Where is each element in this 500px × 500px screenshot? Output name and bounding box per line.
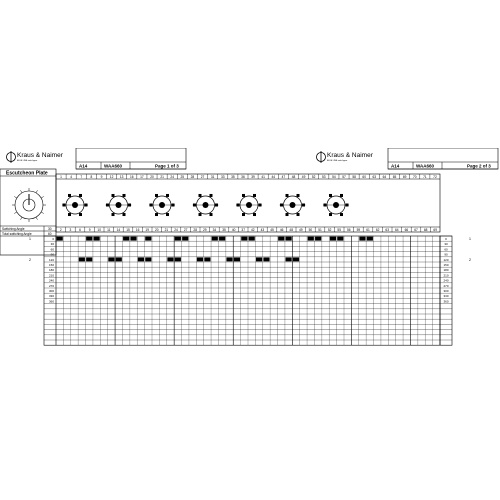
contact-closed-mark <box>234 257 240 261</box>
terminal-number-top: 71 <box>423 175 427 179</box>
contact-closed-mark <box>212 237 218 241</box>
contact-closed-mark <box>359 237 365 241</box>
right-order: WAA660 <box>416 163 435 169</box>
terminal-number-top: 63 <box>372 175 377 179</box>
contact-closed-mark <box>367 237 373 241</box>
terminal-number-top: 44 <box>271 175 276 179</box>
terminal-number-top: 31 <box>210 175 215 179</box>
angle-label-right: 180 <box>443 268 449 273</box>
terminal-number-bottom: 20 <box>155 228 159 232</box>
terminal-number-bottom: 48 <box>289 228 293 232</box>
contact-closed-mark <box>108 257 114 261</box>
terminal-number-bottom: 34 <box>212 228 217 232</box>
contact-closed-mark <box>315 237 321 241</box>
right-code: A14 <box>391 163 400 169</box>
terminal-number-top: 58 <box>352 175 356 179</box>
terminal-number-top: 70 <box>412 175 417 179</box>
terminal-number-bottom: 19 <box>145 228 149 232</box>
total-angle-value: 60 <box>48 232 52 236</box>
terminal-number-bottom: 46 <box>279 228 284 232</box>
angle-label-right: 360 <box>443 299 449 304</box>
contact-closed-mark <box>219 237 225 241</box>
angle-label-right: 150 <box>443 263 449 267</box>
dial-tick <box>36 217 38 220</box>
terminal-number-bottom: 40 <box>231 228 236 232</box>
left-logo <box>7 151 16 163</box>
contact-symbols <box>62 194 349 216</box>
contact-closed-mark <box>330 237 336 241</box>
contact-closed-mark <box>337 237 343 241</box>
terminal-number-bottom: 35 <box>222 228 226 232</box>
angle-label-right: 120 <box>443 257 449 262</box>
angle-label-right: 270 <box>443 283 449 288</box>
contact-closed-mark <box>123 237 129 241</box>
terminal-number-bottom: 3 <box>69 228 72 232</box>
contact-closed-mark <box>249 237 255 241</box>
terminal-number-top: 9 <box>100 175 103 179</box>
contact-closed-mark <box>145 237 151 241</box>
contact-closed-mark <box>86 237 92 241</box>
terminal-number-top: 25 <box>180 175 185 179</box>
terminal-numbers-top <box>56 174 437 179</box>
angle-label-right: 0 <box>445 237 447 241</box>
dial-tick <box>14 197 17 199</box>
terminal-number-bottom: 64 <box>395 228 399 232</box>
switching-angle-value: 30 <box>48 227 52 231</box>
contact-closed-mark <box>94 237 100 241</box>
angle-label-right: 240 <box>443 278 449 283</box>
switch-diagram-sheet <box>0 148 500 348</box>
contact-cam <box>193 194 219 216</box>
contact-cam <box>323 194 349 216</box>
contact-closed-mark <box>86 257 92 261</box>
contact-closed-mark <box>130 237 136 241</box>
angle-label: 210 <box>48 273 54 278</box>
terminal-number-top: 69 <box>402 175 407 179</box>
terminal-number-bottom: 27 <box>183 228 188 232</box>
terminal-number-bottom: 10 <box>97 228 101 232</box>
left-code: A14 <box>79 163 88 169</box>
terminal-number-bottom: 45 <box>270 228 274 232</box>
right-brand: Kraus & Naimer <box>327 152 373 159</box>
contact-closed-mark <box>286 237 292 241</box>
terminal-number-bottom: 15 <box>126 228 130 232</box>
terminal-number-top: 65 <box>392 175 397 179</box>
terminal-number-bottom: 14 <box>116 228 121 232</box>
terminal-number-bottom: 9 <box>88 228 91 232</box>
dial-tick <box>41 197 44 199</box>
terminal-number-bottom: 43 <box>260 228 265 232</box>
right-page: Page 2 of 3 <box>467 163 491 169</box>
contact-cam <box>236 194 262 216</box>
terminal-number-top: 54 <box>332 175 336 179</box>
terminal-number-top: 12 <box>109 175 114 179</box>
contact-closed-mark <box>182 237 188 241</box>
terminal-number-top: 47 <box>281 175 286 179</box>
contact-closed-mark <box>175 257 181 261</box>
switching-angle-label: Switching Angle <box>2 227 25 231</box>
contact-closed-mark <box>256 257 262 261</box>
position-label: 1 <box>29 237 31 241</box>
terminal-number-top: 13 <box>119 175 124 179</box>
angle-label: 120 <box>48 257 54 262</box>
terminal-number-bottom: 68 <box>423 228 428 232</box>
terminal-number-bottom: 50 <box>308 228 313 232</box>
terminal-number-top: 57 <box>342 175 346 179</box>
dial-tick <box>36 190 38 193</box>
terminal-number-top: 39 <box>251 175 255 179</box>
terminal-number-bottom: 56 <box>347 228 351 232</box>
angle-label-right: 300 <box>443 289 449 293</box>
terminal-numbers-bottom <box>56 227 437 232</box>
contact-closed-mark <box>263 257 269 261</box>
position-label-right: 1 <box>469 237 471 241</box>
angle-label: 0 <box>52 237 54 241</box>
angle-label-right: 30 <box>444 242 448 247</box>
terminal-number-bottom: 11 <box>107 228 111 232</box>
escutcheon-dial <box>15 191 43 219</box>
angle-label-right: 60 <box>444 247 448 252</box>
terminal-number-bottom: 63 <box>385 228 389 232</box>
contact-closed-mark <box>57 237 63 241</box>
right-brand-sub: BLUE LINE switchgear <box>327 160 348 162</box>
terminal-number-top: 36 <box>241 175 245 179</box>
terminal-number-top: 24 <box>170 175 174 179</box>
contact-closed-mark <box>175 237 181 241</box>
angle-label-right: 330 <box>443 294 449 299</box>
angle-label: 30 <box>50 242 54 247</box>
terminal-number-bottom: 24 <box>174 228 178 232</box>
terminal-number-bottom: 28 <box>193 228 197 232</box>
contact-cam <box>106 194 132 216</box>
right-logo <box>317 151 326 163</box>
terminal-number-bottom: 52 <box>327 228 332 232</box>
angle-label: 180 <box>48 268 54 273</box>
terminal-number-bottom: 16 <box>135 228 140 232</box>
angle-label: 240 <box>48 278 54 283</box>
terminal-number-bottom: 66 <box>404 228 409 232</box>
terminal-number-bottom: 59 <box>356 228 361 232</box>
switching-table <box>29 236 471 345</box>
terminal-number-bottom: 61 <box>366 228 370 232</box>
terminal-number-bottom: 6 <box>79 228 81 232</box>
position-label: 2 <box>29 257 31 262</box>
terminal-number-top: 1 <box>60 175 62 179</box>
contact-closed-mark <box>138 257 144 261</box>
angle-label-right: 90 <box>444 252 448 257</box>
angle-label: 270 <box>48 283 54 288</box>
contact-closed-mark <box>167 257 173 261</box>
terminal-number-bottom: 62 <box>375 228 380 232</box>
terminal-number-top: 60 <box>362 175 366 179</box>
terminal-number-top: 41 <box>261 175 265 179</box>
terminal-number-bottom: 21 <box>164 228 169 232</box>
contact-closed-mark <box>241 237 247 241</box>
terminal-number-top: 28 <box>190 175 195 179</box>
angle-label: 360 <box>48 299 54 304</box>
terminal-number-top: 7 <box>80 175 83 179</box>
terminal-number-top: 64 <box>382 175 387 179</box>
contact-closed-mark <box>293 257 299 261</box>
terminal-number-bottom: 67 <box>414 228 418 232</box>
dial-tick <box>21 217 23 220</box>
contact-closed-mark <box>286 257 292 261</box>
terminal-number-top: 20 <box>150 175 154 179</box>
angle-label: 300 <box>48 289 54 293</box>
contact-closed-mark <box>308 237 314 241</box>
angle-label: 90 <box>50 252 54 257</box>
contact-closed-mark <box>204 257 210 261</box>
terminal-number-bottom: 37 <box>241 228 245 232</box>
dial-tick <box>21 190 23 193</box>
contact-closed-mark <box>226 257 232 261</box>
escutcheon-title: Escutcheon Plate <box>6 170 48 177</box>
terminal-number-top: 17 <box>140 175 144 179</box>
terminal-number-bottom: 29 <box>203 228 207 232</box>
terminal-number-top: 35 <box>231 175 235 179</box>
left-page: Page 1 of 3 <box>155 163 179 169</box>
contact-cam <box>280 194 306 216</box>
contact-closed-mark <box>197 257 203 261</box>
contact-cam <box>62 194 88 216</box>
contact-cam <box>149 194 175 216</box>
contact-closed-mark <box>145 257 151 261</box>
terminal-number-top: 49 <box>301 175 306 179</box>
contact-closed-mark <box>278 237 284 241</box>
terminal-number-bottom: 69 <box>433 228 437 232</box>
angle-label: 330 <box>48 294 54 299</box>
left-order: WAA660 <box>104 163 123 169</box>
terminal-number-top: 21 <box>160 175 164 179</box>
terminal-number-top: 8 <box>90 175 93 179</box>
dial-tick <box>41 212 44 214</box>
terminal-number-top: 33 <box>220 175 225 179</box>
contact-closed-mark <box>79 257 85 261</box>
terminal-number-top: 72 <box>433 175 437 179</box>
terminal-number-bottom: 51 <box>318 228 322 232</box>
terminal-number-top: 48 <box>291 175 296 179</box>
terminal-number-top: 27 <box>200 175 205 179</box>
terminal-number-top: 53 <box>322 175 326 179</box>
terminal-number-bottom: 55 <box>337 228 341 232</box>
contact-closed-mark <box>116 257 122 261</box>
terminal-number-bottom: 42 <box>251 228 255 232</box>
dial-tick <box>14 212 17 214</box>
position-label-right: 2 <box>469 257 471 262</box>
left-brand-sub: BLUE LINE switchgear <box>17 160 38 162</box>
left-brand: Kraus & Naimer <box>17 152 63 159</box>
terminal-number-top: 52 <box>311 175 316 179</box>
terminal-number-bottom: 49 <box>299 228 303 232</box>
total-angle-label: Total switching Angle <box>2 232 32 236</box>
angle-label: 60 <box>50 247 54 252</box>
angle-label: 150 <box>48 263 54 267</box>
terminal-number-top: 16 <box>130 175 134 179</box>
terminal-number-bottom: 2 <box>59 228 62 232</box>
angle-label-right: 210 <box>443 273 449 278</box>
terminal-number-top: 4 <box>70 175 73 179</box>
diagram-canvas <box>0 148 500 348</box>
